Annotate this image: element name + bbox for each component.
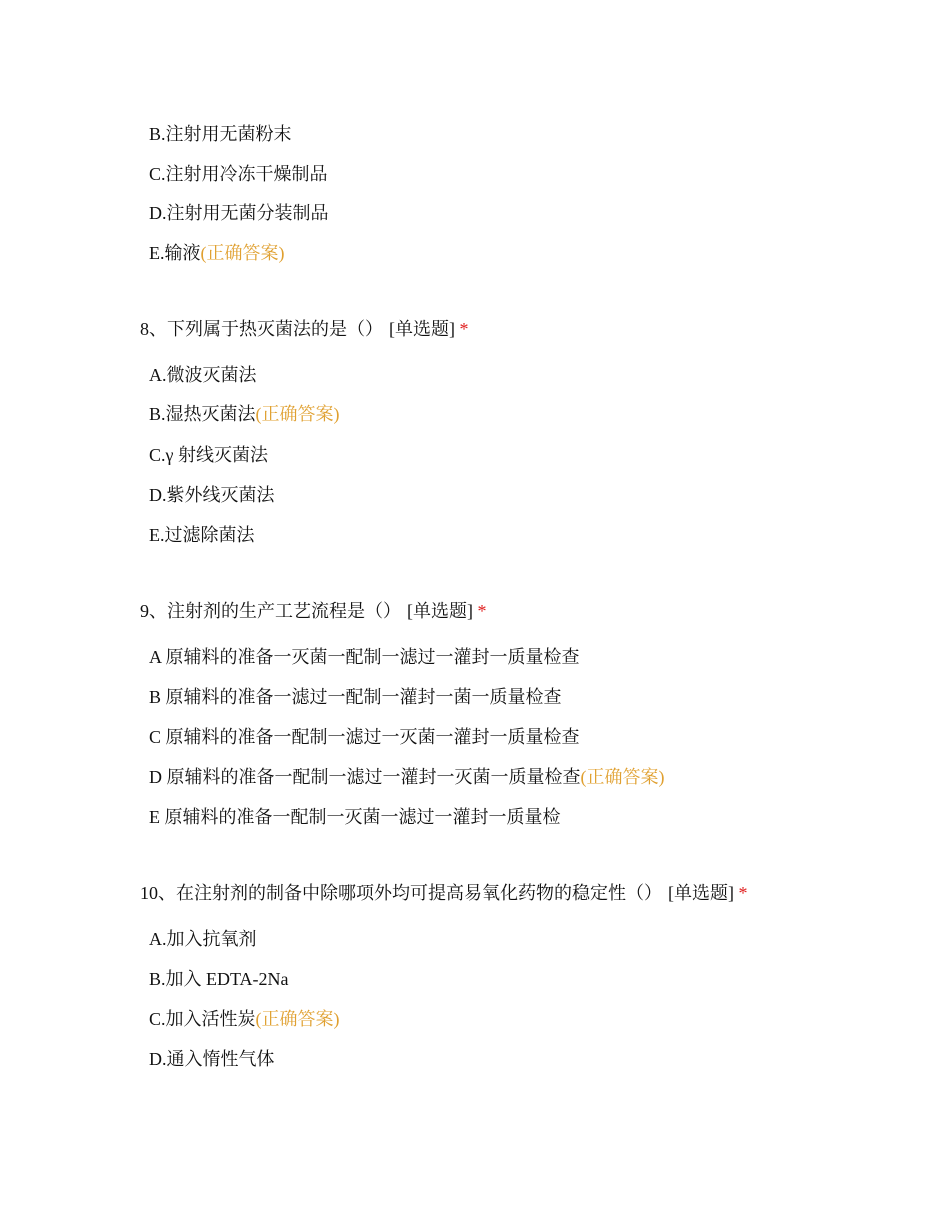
required-star: * <box>459 319 469 339</box>
q7-option-c: C.注射用冷冻干燥制品 <box>149 164 328 184</box>
q7-option-d: D.注射用无菌分装制品 <box>149 203 329 223</box>
q8-option-a: A.微波灭菌法 <box>149 365 257 385</box>
q8-title-text: 8、下列属于热灭菌法的是（） <box>140 319 383 339</box>
q9-option-b: B 原辅料的准备一滤过一配制一灌封一菌一质量检查 <box>149 687 562 707</box>
q10-title <box>140 881 748 905</box>
q8-type-tag: [单选题] <box>389 319 455 339</box>
q9-title-text: 9、注射剂的生产工艺流程是（） <box>140 601 401 621</box>
q10-option-a: A.加入抗氧剂 <box>149 929 257 949</box>
q9-option-c: C 原辅料的准备一配制一滤过一灭菌一灌封一质量检查 <box>149 727 580 747</box>
correct-answer-label: (正确答案) <box>580 767 665 787</box>
q9-option-a: A 原辅料的准备一灭菌一配制一滤过一灌封一质量检查 <box>149 647 580 667</box>
q10-type-tag: [单选题] <box>668 883 734 903</box>
q9-option-e: E 原辅料的准备一配制一灭菌一滤过一灌封一质量检 <box>149 807 561 827</box>
q10-option-c: C.加入活性炭(正确答案) <box>149 1009 340 1029</box>
q8-option-c: C.γ 射线灭菌法 <box>149 445 268 465</box>
correct-answer-label: (正确答案) <box>200 243 285 263</box>
q10-title-text: 10、在注射剂的制备中除哪项外均可提高易氧化药物的稳定性（） <box>140 883 662 903</box>
q10-option-b: B.加入 EDTA-2Na <box>149 969 289 989</box>
q8-option-e: E.过滤除菌法 <box>149 525 255 545</box>
q8-option-d: D.紫外线灭菌法 <box>149 485 275 505</box>
q9-title <box>140 599 487 623</box>
q10-option-d: D.通入惰性气体 <box>149 1049 275 1069</box>
q8-title <box>140 317 469 341</box>
q9-option-d: D 原辅料的准备一配制一滤过一灌封一灭菌一质量检查(正确答案) <box>149 767 665 787</box>
required-star: * <box>477 601 487 621</box>
q9-type-tag: [单选题] <box>407 601 473 621</box>
q8-option-b: B.湿热灭菌法(正确答案) <box>149 404 340 424</box>
correct-answer-label: (正确答案) <box>255 1009 340 1029</box>
q7-option-e: E.输液(正确答案) <box>149 243 285 263</box>
correct-answer-label: (正确答案) <box>255 404 340 424</box>
q7-option-b: B.注射用无菌粉末 <box>149 124 292 144</box>
required-star: * <box>738 883 748 903</box>
